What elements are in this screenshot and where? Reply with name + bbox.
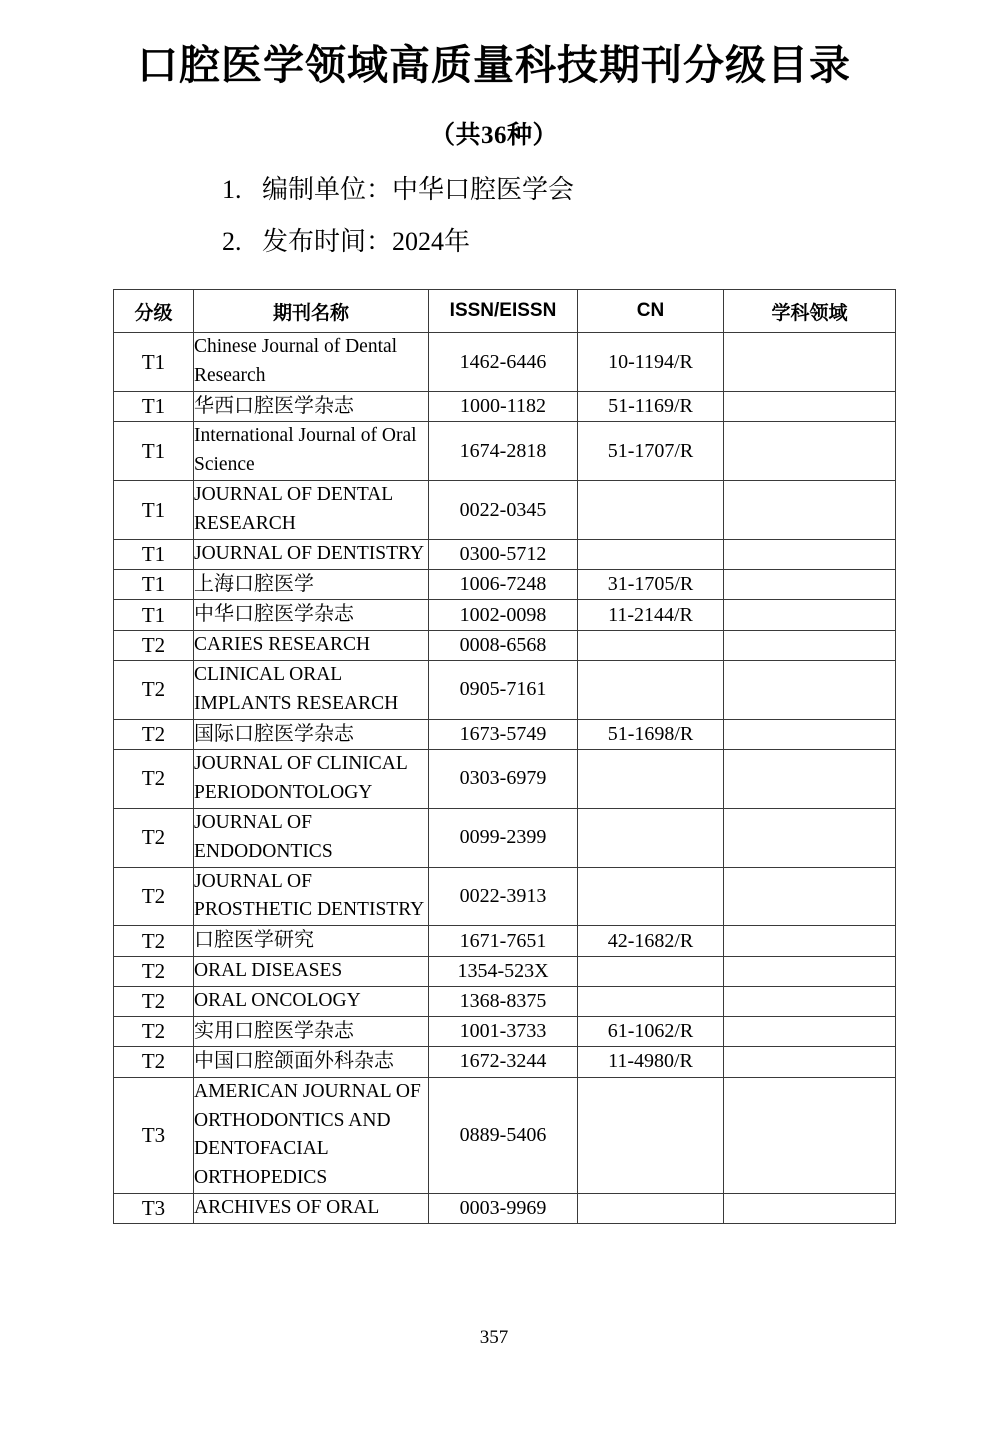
cell-tier: T2 <box>114 1016 194 1047</box>
cell-subject-field <box>724 1194 896 1224</box>
cell-tier: T2 <box>114 660 194 719</box>
cell-subject-field <box>724 1047 896 1078</box>
cell-journal-name: 中国口腔颌面外科杂志 <box>194 1047 429 1078</box>
cell-tier: T1 <box>114 539 194 569</box>
table-row <box>114 926 896 957</box>
table-row <box>114 539 896 569</box>
cell-journal-name: 国际口腔医学杂志 <box>194 719 429 750</box>
cell-cn <box>578 481 724 540</box>
cell-journal-name: ORAL ONCOLOGY <box>194 986 429 1016</box>
cell-journal-name: JOURNAL OF DENTISTRY <box>194 539 429 569</box>
cell-cn <box>578 750 724 809</box>
column-header-tier: 分级 <box>114 290 194 333</box>
cell-subject-field <box>724 539 896 569</box>
cell-cn: 61-1062/R <box>578 1016 724 1047</box>
cell-issn: 0300-5712 <box>429 539 578 569</box>
cell-cn: 51-1707/R <box>578 422 724 481</box>
cell-cn <box>578 986 724 1016</box>
page-subtitle: （共36种） <box>429 122 558 150</box>
table-row <box>114 956 896 986</box>
cell-cn: 11-4980/R <box>578 1047 724 1078</box>
cell-issn: 1354-523X <box>429 956 578 986</box>
cell-subject-field <box>724 660 896 719</box>
cell-issn: 0022-0345 <box>429 481 578 540</box>
cell-subject-field <box>724 808 896 867</box>
metadata-list <box>0 177 988 255</box>
cell-issn: 1671-7651 <box>429 926 578 957</box>
cell-issn: 1672-3244 <box>429 1047 578 1078</box>
cell-tier: T2 <box>114 630 194 660</box>
cell-subject-field <box>724 1077 896 1193</box>
cell-journal-name: Chinese Journal of Dental Research <box>194 333 429 392</box>
table-row <box>114 422 896 481</box>
metadata-item-number: 2. <box>222 227 242 257</box>
cell-tier: T1 <box>114 391 194 422</box>
cell-tier: T2 <box>114 750 194 809</box>
cell-issn: 1368-8375 <box>429 986 578 1016</box>
cell-cn: 51-1698/R <box>578 719 724 750</box>
cell-issn: 1462-6446 <box>429 333 578 392</box>
cell-subject-field <box>724 481 896 540</box>
cell-cn: 10-1194/R <box>578 333 724 392</box>
cell-cn: 51-1169/R <box>578 391 724 422</box>
cell-cn <box>578 956 724 986</box>
cell-subject-field <box>724 719 896 750</box>
cell-issn: 0003-9969 <box>429 1194 578 1224</box>
cell-issn: 1001-3733 <box>429 1016 578 1047</box>
cell-tier: T2 <box>114 956 194 986</box>
cell-subject-field <box>724 600 896 631</box>
table-row <box>114 391 896 422</box>
table-row <box>114 569 896 600</box>
cell-tier: T3 <box>114 1194 194 1224</box>
metadata-item <box>0 229 988 255</box>
cell-subject-field <box>724 391 896 422</box>
page-title: 口腔医学领域高质量科技期刊分级目录 <box>137 42 851 88</box>
table-row <box>114 1077 896 1193</box>
cell-journal-name: JOURNAL OF ENDODONTICS <box>194 808 429 867</box>
cell-subject-field <box>724 422 896 481</box>
column-header-journal-name: 期刊名称 <box>194 290 429 333</box>
metadata-item-number: 1. <box>222 175 242 205</box>
cell-subject-field <box>724 750 896 809</box>
column-header-subject-field: 学科领域 <box>724 290 896 333</box>
cell-tier: T2 <box>114 719 194 750</box>
table-row <box>114 660 896 719</box>
table-row <box>114 986 896 1016</box>
cell-cn <box>578 1077 724 1193</box>
cell-journal-name: JOURNAL OF DENTAL RESEARCH <box>194 481 429 540</box>
table-header-row <box>114 290 896 333</box>
table-row <box>114 1047 896 1078</box>
table-row <box>114 600 896 631</box>
cell-issn: 0008-6568 <box>429 630 578 660</box>
cell-subject-field <box>724 986 896 1016</box>
cell-subject-field <box>724 333 896 392</box>
metadata-item <box>0 177 988 203</box>
cell-journal-name: CARIES RESEARCH <box>194 630 429 660</box>
cell-journal-name: International Journal of Oral Science <box>194 422 429 481</box>
cell-cn: 42-1682/R <box>578 926 724 957</box>
table-row <box>114 630 896 660</box>
cell-tier: T2 <box>114 1047 194 1078</box>
cell-tier: T2 <box>114 986 194 1016</box>
column-header-issn: ISSN/EISSN <box>429 290 578 333</box>
cell-cn <box>578 808 724 867</box>
page-number: 357 <box>479 1327 509 1348</box>
cell-subject-field <box>724 630 896 660</box>
table-body <box>114 333 896 1224</box>
cell-tier: T1 <box>114 333 194 392</box>
cell-issn: 0303-6979 <box>429 750 578 809</box>
cell-cn <box>578 660 724 719</box>
table-row <box>114 1016 896 1047</box>
cell-cn <box>578 867 724 926</box>
cell-journal-name: 上海口腔医学 <box>194 569 429 600</box>
cell-tier: T1 <box>114 481 194 540</box>
cell-journal-name: ARCHIVES OF ORAL <box>194 1194 429 1224</box>
cell-tier: T2 <box>114 808 194 867</box>
cell-issn: 1006-7248 <box>429 569 578 600</box>
cell-journal-name: AMERICAN JOURNAL OF ORTHODONTICS AND DENTOFACIAL ORTHOPEDICS <box>194 1077 429 1193</box>
cell-journal-name: 中华口腔医学杂志 <box>194 600 429 631</box>
metadata-item-label: 编制单位：中华口腔医学会 <box>262 175 575 205</box>
cell-subject-field <box>724 1016 896 1047</box>
cell-tier: T2 <box>114 926 194 957</box>
cell-tier: T3 <box>114 1077 194 1193</box>
cell-issn: 0022-3913 <box>429 867 578 926</box>
table-row <box>114 808 896 867</box>
cell-issn: 0099-2399 <box>429 808 578 867</box>
cell-cn: 31-1705/R <box>578 569 724 600</box>
cell-journal-name: JOURNAL OF PROSTHETIC DENTISTRY <box>194 867 429 926</box>
table-row <box>114 481 896 540</box>
cell-subject-field <box>724 956 896 986</box>
cell-tier: T1 <box>114 600 194 631</box>
cell-journal-name: CLINICAL ORAL IMPLANTS RESEARCH <box>194 660 429 719</box>
table-row <box>114 333 896 392</box>
cell-tier: T1 <box>114 422 194 481</box>
cell-issn: 1673-5749 <box>429 719 578 750</box>
table-row <box>114 867 896 926</box>
cell-tier: T1 <box>114 569 194 600</box>
table-row <box>114 750 896 809</box>
cell-subject-field <box>724 569 896 600</box>
cell-journal-name: JOURNAL OF CLINICAL PERIODONTOLOGY <box>194 750 429 809</box>
cell-cn: 11-2144/R <box>578 600 724 631</box>
cell-issn: 0905-7161 <box>429 660 578 719</box>
journal-catalog-table <box>113 289 896 1224</box>
cell-cn <box>578 539 724 569</box>
column-header-cn: CN <box>578 290 724 333</box>
table-row <box>114 719 896 750</box>
metadata-item-label: 发布时间：2024年 <box>262 227 471 257</box>
cell-cn <box>578 630 724 660</box>
cell-cn <box>578 1194 724 1224</box>
cell-subject-field <box>724 867 896 926</box>
cell-issn: 1674-2818 <box>429 422 578 481</box>
table-row <box>114 1194 896 1224</box>
cell-issn: 1002-0098 <box>429 600 578 631</box>
cell-subject-field <box>724 926 896 957</box>
cell-issn: 1000-1182 <box>429 391 578 422</box>
cell-journal-name: 实用口腔医学杂志 <box>194 1016 429 1047</box>
cell-journal-name: ORAL DISEASES <box>194 956 429 986</box>
cell-journal-name: 华西口腔医学杂志 <box>194 391 429 422</box>
cell-journal-name: 口腔医学研究 <box>194 926 429 957</box>
cell-issn: 0889-5406 <box>429 1077 578 1193</box>
cell-tier: T2 <box>114 867 194 926</box>
